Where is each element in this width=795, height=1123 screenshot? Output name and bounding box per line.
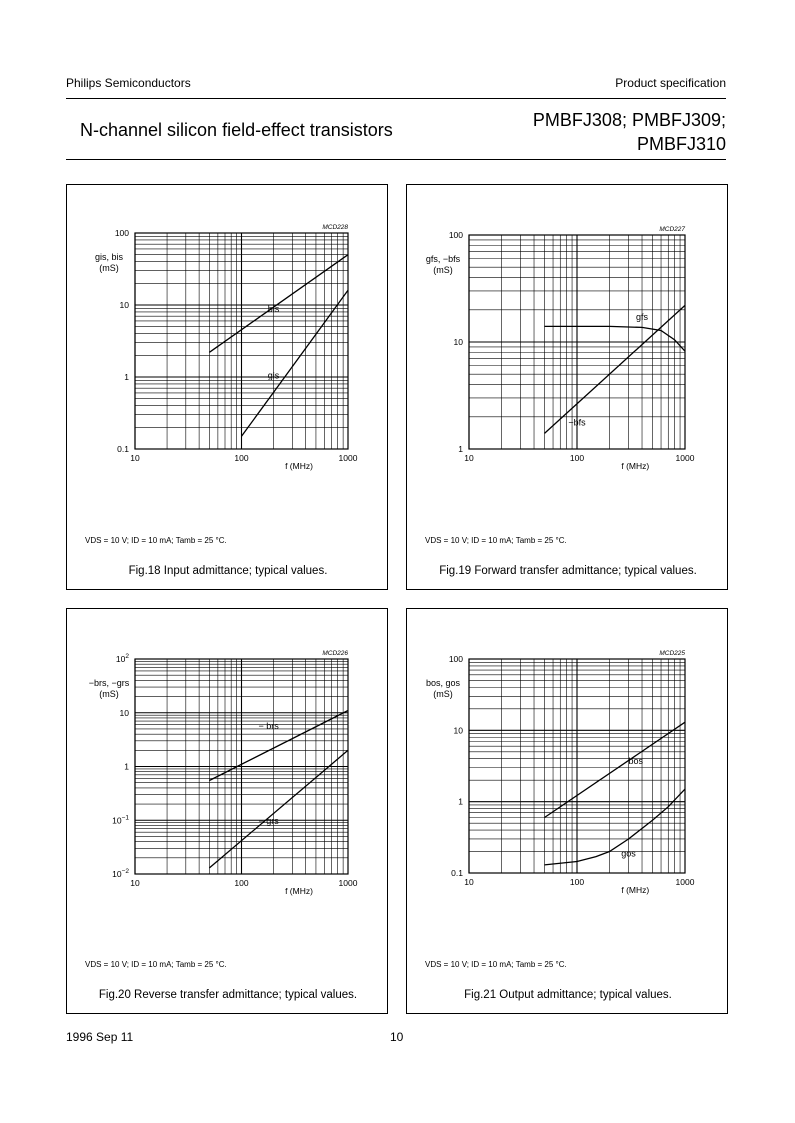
test-conditions: VDS = 10 V; ID = 10 mA; Tamb = 25 °C. [85, 960, 227, 969]
x-tick-label: 1000 [675, 453, 695, 463]
y-axis-unit: (mS) [99, 263, 119, 273]
y-tick-label: 100 [448, 654, 463, 664]
y-tick-label: $10^{-1}$ [112, 814, 129, 826]
y-tick-label: $10^{-2}$ [112, 868, 129, 879]
part-numbers-line2: PMBFJ310 [636, 134, 726, 154]
doc-type: Product specification [615, 76, 726, 90]
y-tick-label: 0.1 [451, 868, 463, 878]
y-tick-label: 10 [119, 300, 129, 310]
figure-code: MCD228 [322, 224, 348, 231]
x-tick-label: 1000 [338, 878, 358, 888]
x-tick-label: 10 [464, 453, 474, 463]
chart-grid [135, 659, 348, 874]
x-tick-label: 100 [569, 877, 585, 887]
chart-grid [469, 659, 685, 873]
y-tick-label: 0.1 [117, 444, 129, 454]
part-numbers-line1: PMBFJ308; PMBFJ309; [532, 110, 726, 130]
page-number: 10 [390, 1030, 404, 1044]
test-conditions: VDS = 10 V; ID = 10 mA; Tamb = 25 °C. [425, 960, 567, 969]
figure-caption: Fig.18 Input admittance; typical values. [128, 565, 328, 577]
series-line-0 [545, 722, 686, 817]
series-label: − brs [258, 720, 279, 731]
series-label: bis [267, 303, 280, 314]
part-numbers [533, 108, 726, 156]
x-axis-label: f (MHz) [621, 885, 650, 895]
series-line-0 [545, 326, 686, 351]
header-rule-top [66, 98, 726, 99]
x-tick-label: 100 [234, 878, 249, 888]
y-tick-label: 10 [453, 337, 463, 347]
chart-21 [407, 609, 729, 1015]
series-line-1 [545, 305, 686, 433]
y-axis-unit: (mS) [433, 265, 453, 275]
figure-code: MCD227 [659, 226, 685, 233]
chart-18 [67, 185, 389, 591]
y-axis-unit: (mS) [99, 689, 119, 699]
footer-date: 1996 Sep 11 [66, 1030, 134, 1044]
test-conditions: VDS = 10 V; ID = 10 mA; Tamb = 25 °C. [85, 536, 227, 545]
series-line-1 [209, 750, 348, 868]
chart-grid [135, 233, 348, 449]
chart-19 [407, 185, 729, 591]
series-line-1 [545, 789, 686, 865]
y-axis-unit: (mS) [433, 689, 453, 699]
x-tick-label: 1000 [675, 877, 695, 887]
y-axis-label: gis, bis [94, 252, 124, 262]
figure-21 [406, 608, 728, 1014]
figure-19 [406, 184, 728, 590]
y-axis-label: gfs, −bfs [425, 254, 461, 264]
header-rule-bottom [66, 159, 726, 160]
series-label: gos [621, 848, 636, 859]
test-conditions: VDS = 10 V; ID = 10 mA; Tamb = 25 °C. [425, 536, 567, 545]
figure-20 [66, 608, 388, 1014]
chart-20 [67, 609, 389, 1015]
y-tick-label: 1 [124, 761, 129, 772]
doc-title: N-channel silicon field-effect transistors [80, 120, 393, 140]
series-label: gfs [636, 312, 649, 323]
y-tick-label: 10 [453, 725, 463, 736]
series-label: − grs [258, 816, 279, 827]
y-tick-label: 1 [124, 372, 129, 382]
series-label: bos [628, 755, 644, 766]
x-tick-label: 1000 [338, 453, 358, 463]
y-tick-label: $10^2$ [115, 653, 129, 664]
y-tick-label: 100 [114, 228, 129, 238]
figure-caption: Fig.19 Forward transfer admittance; typical values. [439, 565, 697, 577]
y-tick-label: 1 [458, 444, 463, 454]
figure-caption: Fig.20 Reverse transfer admittance; typical values. [98, 989, 358, 1001]
x-axis-label: f (MHz) [285, 461, 313, 471]
x-axis-label: f (MHz) [621, 461, 650, 471]
y-axis-label: bos, gos [425, 678, 461, 688]
x-tick-label: 10 [464, 877, 474, 887]
x-tick-label: 10 [130, 878, 140, 888]
x-tick-label: 100 [569, 453, 585, 463]
figure-18 [66, 184, 388, 590]
series-label: gis [267, 370, 280, 381]
figure-caption: Fig.21 Output admittance; typical values. [464, 989, 672, 1001]
y-axis-label: −brs, −grs [88, 678, 130, 688]
series-label: −bfs [568, 417, 586, 428]
figure-code: MCD226 [322, 650, 348, 657]
company-name: Philips Semiconductors [66, 76, 191, 90]
y-tick-label: 10 [119, 707, 129, 718]
figure-code: MCD225 [659, 650, 685, 657]
x-axis-label: f (MHz) [285, 886, 313, 896]
y-tick-label: 1 [458, 796, 463, 807]
x-tick-label: 100 [234, 453, 249, 463]
y-tick-label: 100 [448, 230, 463, 240]
x-tick-label: 10 [130, 453, 140, 463]
